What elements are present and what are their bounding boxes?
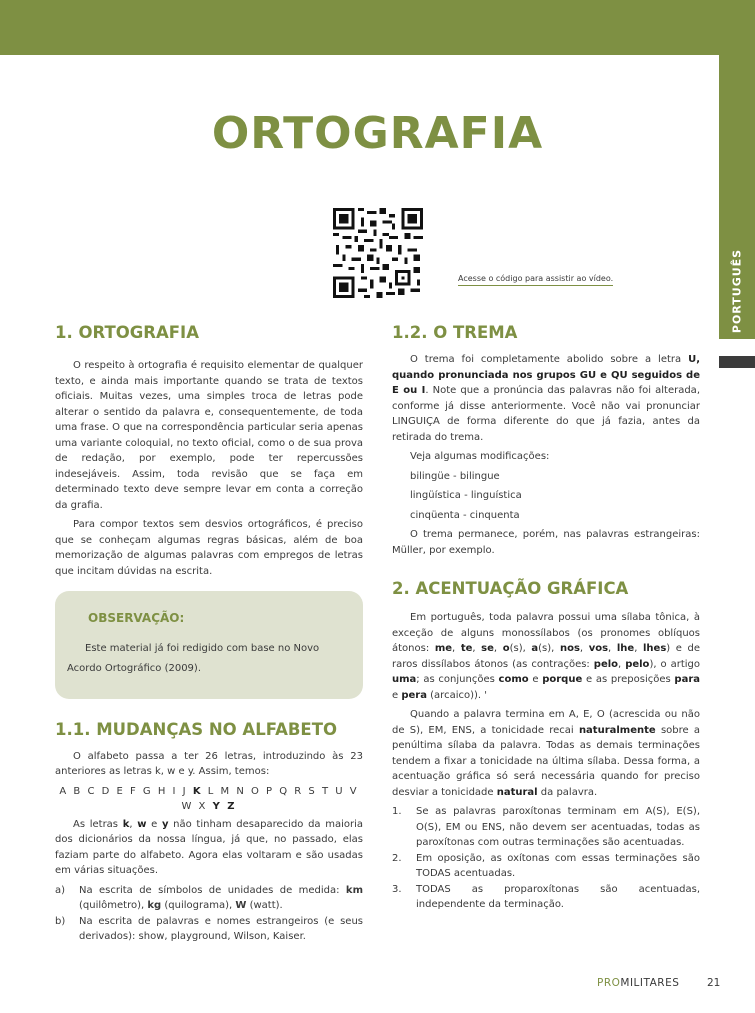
side-tab xyxy=(719,55,755,339)
example-item: lingüística - linguística xyxy=(410,490,522,501)
paragraph: Para compor textos sem desvios ortográficos, é preciso que se conheçam algumas regras básicas, além de boa memorização de algumas palavras com empregos de letras que incitam dúvidas na escrita. xyxy=(55,519,363,577)
footer-brand: PROMILITARES xyxy=(597,977,680,989)
side-tab-label: PORTUGUÊS xyxy=(730,248,744,334)
list-item: b) Na escrita de palavras e nomes estrangeiros (e seus derivados): show, playground, Wilson, Kaiser. xyxy=(55,915,363,942)
paragraph: O respeito à ortografia é requisito elementar de qualquer texto, e ainda mais importante quando se trata de textos oficiais. Muitas vezes, uma simples troca de letras pode alterar o sentido da palavra e, consequentemente, de toda uma frase. O que na correspondência particular seria apenas uma variante coloquial, no texto oficial, como o de sua prova de redação, por exemplo, pode ter repercussões indesejáveis. Assim, toda revisão que se faça em determinado texto deve sempre levar em conta a correção da grafia. xyxy=(55,360,363,511)
list-item: 1. Se as palavras paroxítonas terminam em A(S), E(S), O(S), EM ou ENS, não devem ser acentuadas, todas as paroxítonas com outras terminações são acentuadas. xyxy=(392,806,700,848)
section-heading-trema: 1.2. O TREMA xyxy=(392,323,518,342)
paragraph: Em português, toda palavra possui uma sílaba tônica, à exceção de alguns monossílabos (os pronomes oblíquos átonos: me, te, se, o(s), a(s), nos, vos, lhe, lhes) e de raros dissílabos átonos (as contrações: pelo, pelo), o artigo uma; as conjunções como e porque e as preposições para e pera (arcaico)). ' xyxy=(392,612,701,701)
paragraph: O trema permanece, porém, nas palavras estrangeiras: Müller, por exemplo. xyxy=(392,529,700,556)
list-item: 2. Em oposição, as oxítonas com essas terminações são TODAS acentuadas. xyxy=(392,852,700,879)
list-item: 3. TODAS as proparoxítonas são acentuadas, independente da terminação. xyxy=(392,883,700,910)
alphabet-line: A B C D E F G H I J K L M N O P Q R S T U V W X Y Z xyxy=(59,785,359,812)
page-title: ORTOGRAFIA xyxy=(211,108,544,159)
example-item: cinqüenta - cinquenta xyxy=(410,509,520,521)
section-heading-alfabeto: 1.1. MUDANÇAS NO ALFABETO xyxy=(55,719,337,739)
alphabet-usage-list xyxy=(55,883,363,945)
qr-code xyxy=(333,208,423,298)
paragraph: O trema foi completamente abolido sobre a letra U, quando pronunciada nos grupos GU e QU seguidos de E ou I. Note que a pronúncia das palavras não foi alterada, conforme já disse anteriormente. Você não vai pronunciar LINGUIÇA de forma diferente do que já fazia, antes da retirada do trema. xyxy=(392,354,700,443)
section-heading-ortografia: 1. ORTOGRAFIA xyxy=(55,323,199,342)
observation-text: Este material já foi redigido com base no Novo Acordo Ortográfico (2009). xyxy=(67,642,320,674)
page-number: 21 xyxy=(707,977,721,989)
top-band xyxy=(0,0,755,55)
right-column xyxy=(392,322,700,913)
left-column xyxy=(55,322,363,945)
qr-caption: Acesse o código para assistir ao vídeo. xyxy=(458,274,613,286)
examples-intro: Veja algumas modificações: xyxy=(410,451,550,462)
section-heading-acentuacao: 2. ACENTUAÇÃO GRÁFICA xyxy=(392,579,629,598)
accent-rules-list xyxy=(392,804,700,913)
paragraph: As letras k, w e y não tinham desaparecido da maioria dos dicionários da nossa língua, já que, no passado, elas faziam parte do alfabeto. Agora elas voltaram e são usadas em várias situações. xyxy=(55,818,363,876)
paragraph: Quando a palavra termina em A, E, O (acrescida ou não de S), EM, ENS, a tonicidade recai naturalmente sobre a penúltima sílaba da palavra. Todas as demais terminações tendem a fixar a tonicidade na última sílaba. Dessa forma, a acentuação gráfica só será necessária quando for preciso desviar a tonicidade natural da palavra. xyxy=(392,709,701,798)
observation-title: OBSERVAÇÃO: xyxy=(88,611,185,625)
observation-box xyxy=(55,591,363,699)
list-item: a) Na escrita de símbolos de unidades de medida: km (quilômetro), kg (quilograma), W (watt). xyxy=(55,884,363,911)
side-tab-dark-bar xyxy=(719,356,755,368)
paragraph: O alfabeto passa a ter 26 letras, introduzindo às 23 anteriores as letras k, w e y. Assim, temos: xyxy=(55,750,363,777)
example-item: bilingüe - bilingue xyxy=(410,470,500,482)
